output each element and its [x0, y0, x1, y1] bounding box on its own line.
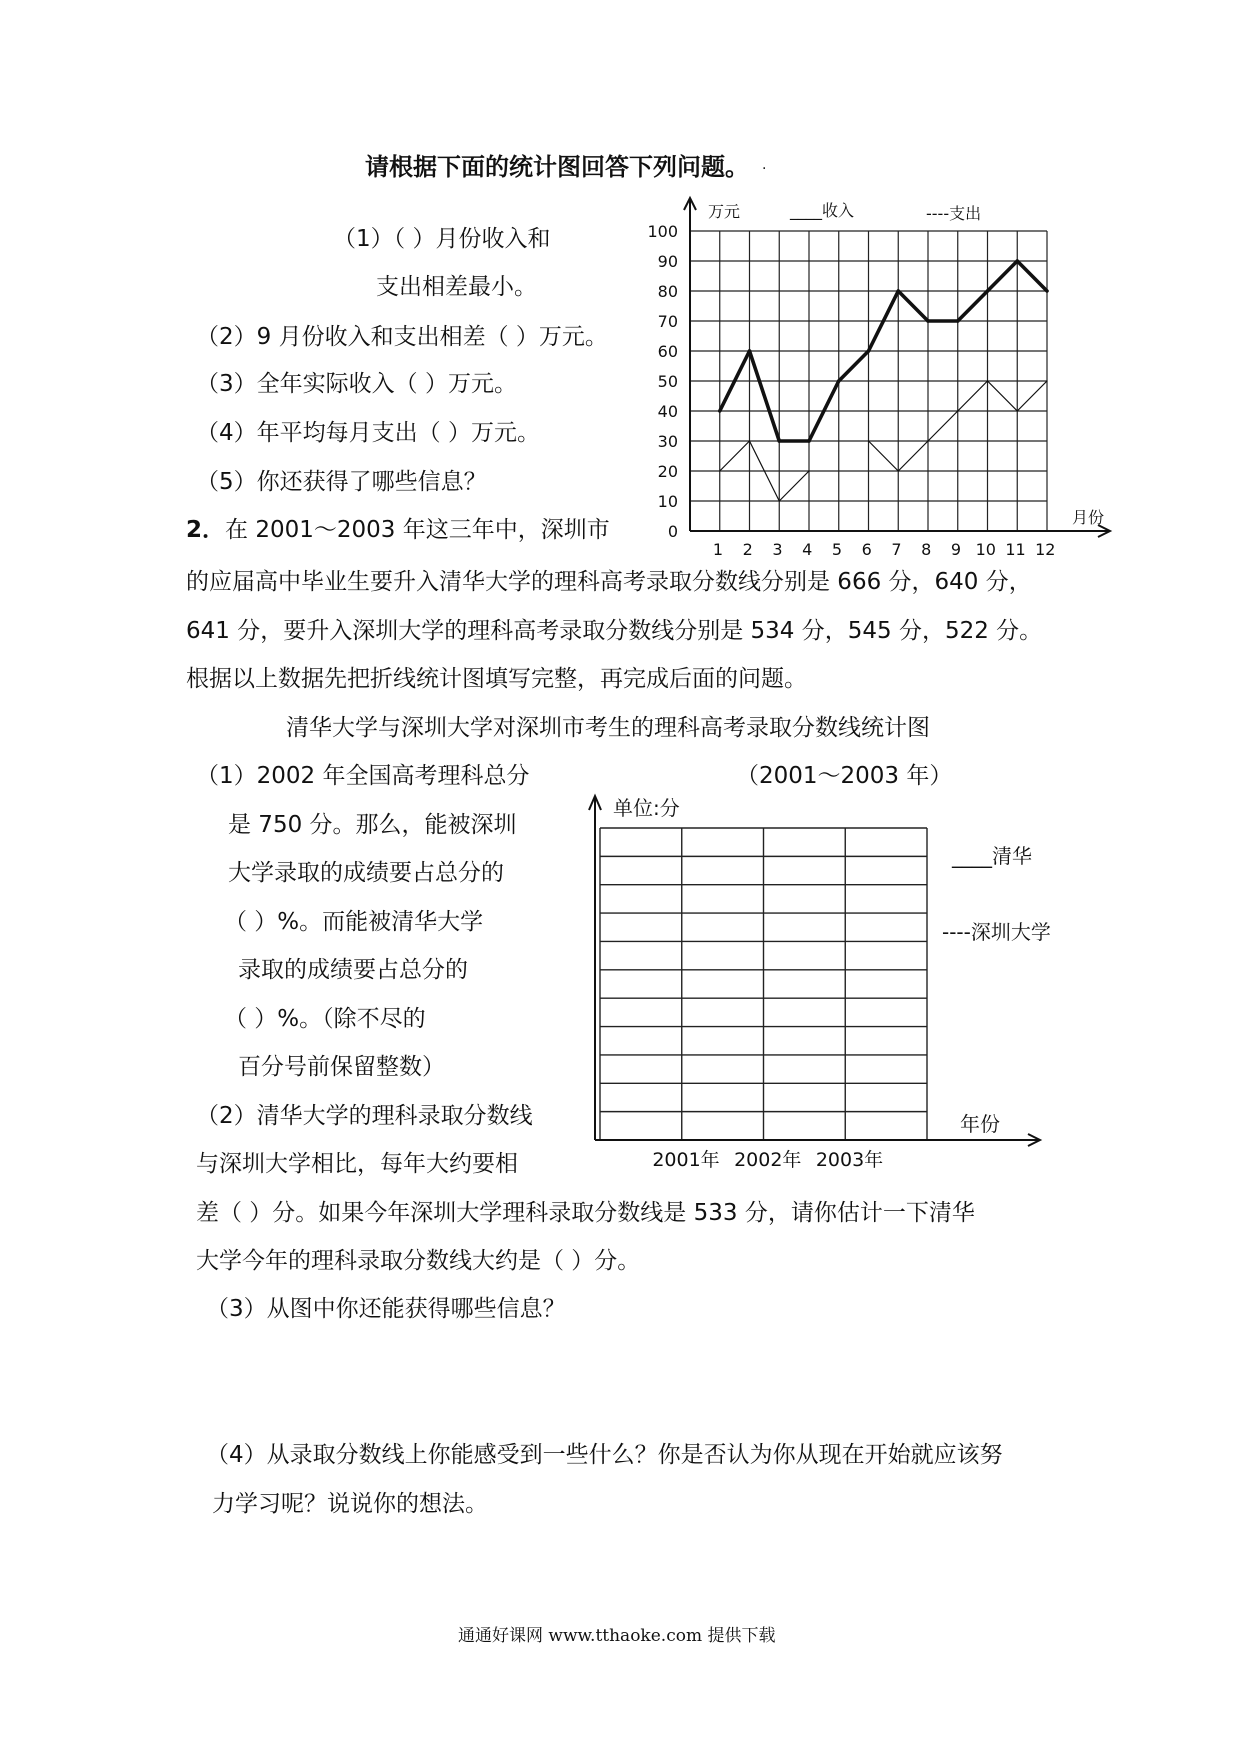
- chart2-y-unit: 单位:分: [613, 796, 680, 820]
- expense-series-segment: [928, 411, 958, 441]
- q2-1-line7: 百分号前保留整数）: [238, 1054, 445, 1080]
- chart1-y-tick-label: 20: [657, 462, 678, 481]
- chart1-x-tick-label: 9: [950, 540, 962, 559]
- chart1-x-tick-label: 5: [831, 540, 843, 559]
- question-5: （5）你还获得了哪些信息？: [196, 469, 487, 495]
- chart1-grid: [690, 231, 1047, 531]
- chart1-x-tick-label: 11: [1005, 540, 1026, 559]
- q2-2-line1: （2）清华大学的理科录取分数线: [196, 1103, 533, 1129]
- chart1-x-tick-label: 1: [712, 540, 724, 559]
- expense-series-segment: [869, 441, 899, 471]
- chart1-x-ticks: [713, 540, 1056, 559]
- chart1-x-tick-label: 7: [891, 540, 902, 559]
- chart1-axes: [684, 198, 1110, 537]
- expense-series-segment: [720, 441, 750, 471]
- question-2: （2）9 月份收入和支出相差（ ）万元。: [196, 324, 608, 350]
- expense-series-segment: [898, 441, 928, 471]
- income-series-segment: [898, 291, 928, 321]
- question-1-line1: （1）（ ）月份收入和: [333, 226, 551, 252]
- chart2-legend-qinghua: ____清华: [952, 844, 1032, 868]
- question-1-line2: 支出相差最小。: [376, 274, 537, 300]
- chart2-x-tick-label: 2002年: [734, 1149, 802, 1171]
- section1-title: 请根据下面的统计图回答下列问题。: [365, 153, 749, 181]
- q2-1-line4: （ ）%。而能被清华大学: [224, 909, 484, 935]
- question-3: （3）全年实际收入（ ）万元。: [196, 371, 517, 397]
- chart1-x-tick-label: 8: [921, 540, 932, 559]
- section2-intro-line3: 641 分，要升入深圳大学的理科高考录取分数线分别是 534 分，545 分，522 分。: [186, 618, 1043, 644]
- section2-intro-text: 在 2001～2003 年这三年中，深圳市: [225, 517, 610, 543]
- chart1-y-ticks: [647, 222, 678, 541]
- q2-4-line2: 力学习呢？说说你的想法。: [212, 1491, 488, 1517]
- chart2-subtitle: （2001～2003 年）: [736, 763, 953, 789]
- q2-1-line3: 大学录取的成绩要占总分的: [228, 860, 504, 886]
- expense-series-segment: [779, 471, 809, 501]
- title-mark: .: [762, 157, 767, 173]
- chart1-y-tick-label: 40: [657, 402, 678, 421]
- income-series-segment: [988, 261, 1018, 291]
- q2-1-line5: 录取的成绩要占总分的: [238, 957, 468, 983]
- q2-2-line3: 差（ ）分。如果今年深圳大学理科录取分数线是 533 分，请你估计一下清华: [196, 1200, 975, 1226]
- chart1-x-tick-label: 2: [742, 540, 753, 559]
- chart1-y-tick-label: 70: [657, 312, 678, 331]
- income-series-segment: [839, 351, 869, 381]
- chart1-x-tick-label: 3: [772, 540, 783, 559]
- chart1-y-tick-label: 100: [647, 222, 678, 241]
- expense-series-segment: [1017, 381, 1047, 411]
- chart1-x-tick-label: 12: [1035, 540, 1056, 559]
- chart1-y-tick-label: 90: [657, 252, 678, 271]
- chart1-y-tick-label: 60: [657, 342, 678, 361]
- chart1-y-tick-label: 30: [657, 432, 678, 451]
- q2-1-line2: 是 750 分。那么，能被深圳: [228, 812, 517, 838]
- chart1-x-tick-label: 4: [802, 540, 813, 559]
- chart1-y-tick-label: 50: [657, 372, 678, 391]
- section2-intro-line4: 根据以上数据先把折线统计图填写完整，再完成后面的问题。: [186, 666, 807, 692]
- footer-credit: 通通好课网 www.tthaoke.com 提供下载: [458, 1626, 776, 1646]
- chart1-y-unit: 万元: [708, 202, 741, 221]
- question-number: 2．: [186, 517, 226, 543]
- expense-series-segment: [958, 381, 988, 411]
- chart2-title: 清华大学与深圳大学对深圳市考生的理科高考录取分数线统计图: [286, 715, 930, 741]
- income-series-segment: [958, 291, 988, 321]
- chart2-x-tick-label: 2001年: [652, 1149, 720, 1171]
- chart1-x-unit: 月份: [1072, 508, 1105, 527]
- question-4: （4）年平均每月支出（ ）万元。: [196, 420, 540, 446]
- income-series-segment: [750, 351, 780, 441]
- chart1-y-tick-label: 10: [657, 492, 678, 511]
- chart1-x-tick-label: 6: [861, 540, 872, 559]
- chart1-y-tick-label: 80: [657, 282, 678, 301]
- q2-1-line6: （ ）%。（除不尽的: [224, 1006, 426, 1032]
- chart1-legend-expense: ----支出: [926, 204, 982, 223]
- section2-intro-line1: [186, 515, 610, 545]
- chart2-legend-shenzhen: ----深圳大学: [942, 920, 1051, 944]
- q2-3: （3）从图中你还能获得哪些信息？: [206, 1296, 566, 1322]
- chart1-x-tick-label: 10: [975, 540, 996, 559]
- q2-2-line2: 与深圳大学相比，每年大约要相: [196, 1151, 518, 1177]
- q2-1-line1: （1）2002 年全国高考理科总分: [196, 763, 530, 789]
- chart1-y-tick-label: 0: [667, 522, 678, 541]
- chart1-legend-income: ____收入: [790, 201, 855, 220]
- q2-2-line4: 大学今年的理科录取分数线大约是（ ）分。: [196, 1248, 641, 1274]
- section2-intro-line2: 的应届高中毕业生要升入清华大学的理科高考录取分数线分别是 666 分，640 分，: [186, 569, 1032, 595]
- chart2-x-tick-label: 2003年: [815, 1149, 884, 1171]
- income-series-segment: [1017, 261, 1047, 291]
- q2-4-line1: （4）从录取分数线上你能感受到一些什么？你是否认为你从现在开始就应该努: [206, 1442, 1003, 1468]
- expense-series-segment: [988, 381, 1018, 411]
- chart2-x-unit: 年份: [960, 1112, 1000, 1136]
